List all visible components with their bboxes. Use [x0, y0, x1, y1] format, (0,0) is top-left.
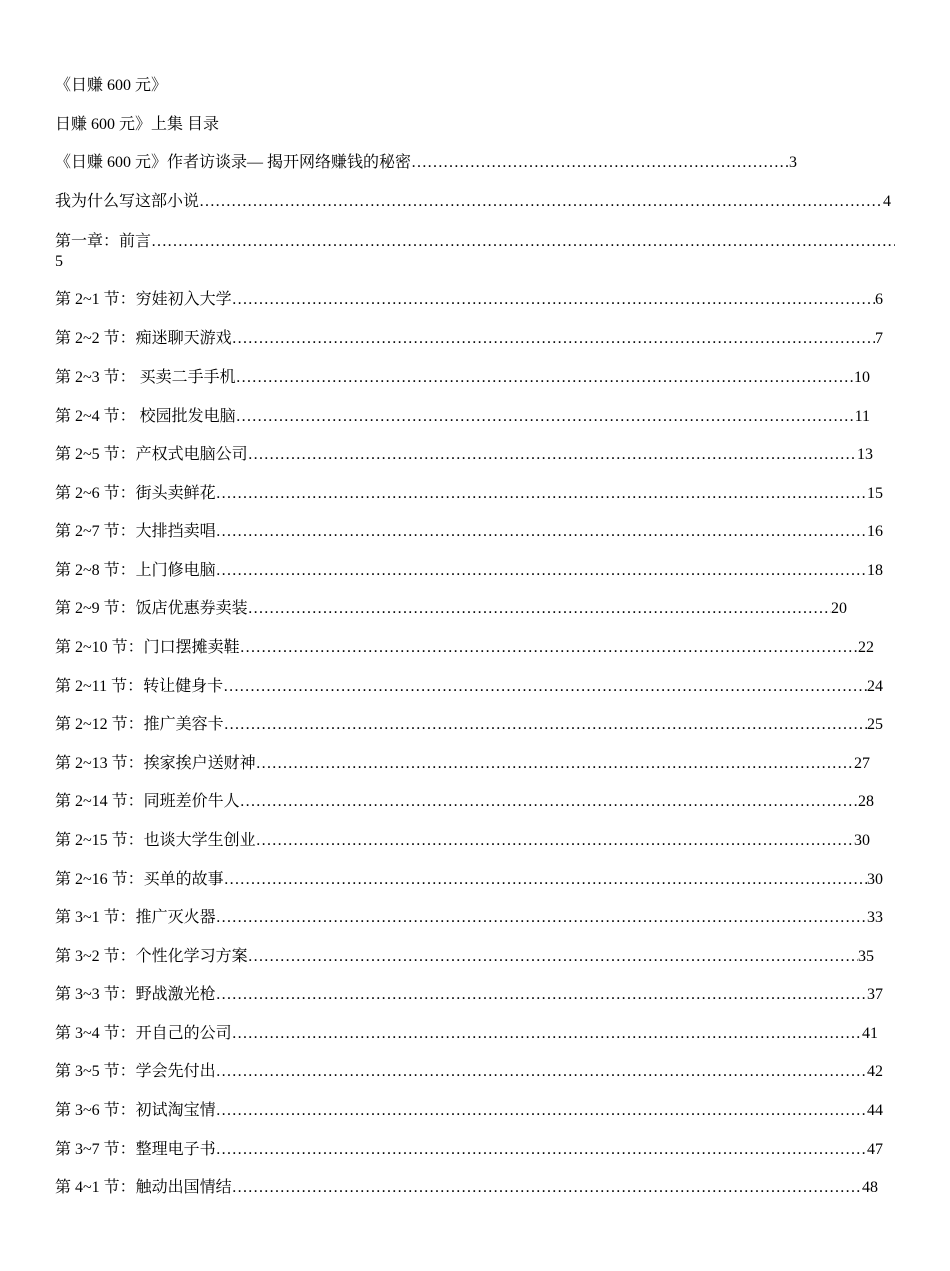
toc-entry-title: 第 2~5 节：产权式电脑公司 [55, 446, 248, 463]
toc-leader [256, 831, 854, 851]
toc-entry[interactable] [55, 715, 883, 735]
toc-entry[interactable] [55, 445, 873, 465]
toc-leader [216, 1062, 867, 1082]
toc-entry-page: 48 [862, 1179, 878, 1196]
toc-entry-page: 7 [875, 330, 883, 347]
toc-entry-title: 第 3~1 节：推广灭火器 [55, 909, 216, 926]
toc-entry[interactable] [55, 599, 847, 619]
toc-leader [216, 561, 867, 581]
toc-leader [232, 1178, 862, 1198]
toc-leader [224, 715, 867, 735]
toc-leader [240, 792, 858, 812]
toc-entry[interactable] [55, 153, 797, 173]
toc-entry-title: 第 3~6 节：初试淘宝情 [55, 1102, 216, 1119]
toc-entry[interactable] [55, 754, 870, 774]
toc-leader [199, 192, 883, 212]
toc-entry-page: 30 [867, 871, 883, 888]
toc-entry-title: 第 2~7 节：大排挡卖唱 [55, 523, 216, 540]
toc-entry-page: 13 [857, 446, 873, 463]
toc-entry-title: 第 2~13 节：挨家挨户送财神 [55, 755, 256, 772]
toc-entry-title: 第 2~4 节： 校园批发电脑 [55, 408, 236, 425]
toc-entry-title: 第 3~2 节：个性化学习方案 [55, 948, 248, 965]
toc-entry-title: 第 2~6 节：街头卖鲜花 [55, 485, 216, 502]
toc-leader [248, 599, 831, 619]
toc-entry[interactable] [55, 1024, 878, 1044]
toc-leader [216, 985, 867, 1005]
toc-entry-page: 15 [867, 485, 883, 502]
toc-leader [223, 677, 867, 697]
toc-leader [236, 407, 855, 427]
toc-leader [151, 232, 895, 252]
toc-entry[interactable] [55, 870, 883, 890]
toc-entry-title: 第 2~1 节：穷娃初入大学 [55, 291, 232, 308]
toc-entry-title: 第 3~3 节：野战激光枪 [55, 986, 216, 1003]
toc-entry-title: 第 2~10 节：门口摆摊卖鞋 [55, 639, 240, 656]
toc-entry-page: 28 [858, 793, 874, 810]
document-title: 《日赚 600 元》 [55, 77, 168, 94]
toc-leader [224, 870, 867, 890]
toc-entry[interactable] [55, 1140, 883, 1160]
toc-entry-page: 11 [854, 408, 870, 425]
toc-entry[interactable] [55, 677, 883, 697]
toc-entry-page: 47 [867, 1141, 883, 1158]
toc-entry-title: 第 3~4 节：开自己的公司 [55, 1025, 232, 1042]
toc-leader [216, 1140, 867, 1160]
toc-entry[interactable] [55, 192, 891, 212]
toc-entry[interactable] [55, 522, 883, 542]
toc-entry-page: 41 [862, 1025, 878, 1042]
toc-entry-page: 10 [854, 369, 870, 386]
toc-leader [216, 908, 867, 928]
toc-entry-title: 第 4~1 节：触动出国情结 [55, 1179, 232, 1196]
toc-entry-title: 第 2~12 节：推广美容卡 [55, 716, 224, 733]
toc-entry-page: 27 [854, 755, 870, 772]
toc-leader [216, 484, 867, 504]
toc-leader [248, 445, 857, 465]
toc-entry-title: 第 2~2 节：痴迷聊天游戏 [55, 330, 232, 347]
toc-heading: 日赚 600 元》上集 目录 [55, 116, 220, 133]
toc-entry[interactable] [55, 407, 870, 427]
toc-leader [232, 1024, 862, 1044]
toc-entry-page: 37 [867, 986, 883, 1003]
toc-leader [240, 638, 858, 658]
toc-entry-page: 20 [831, 600, 847, 617]
toc-leader [236, 368, 854, 388]
toc-entry[interactable] [55, 1178, 878, 1198]
toc-leader [411, 153, 789, 173]
toc-entry-title: 第 2~16 节：买单的故事 [55, 871, 224, 888]
toc-entry-title: 第 3~7 节：整理电子书 [55, 1141, 216, 1158]
toc-entry-page: 18 [867, 562, 883, 579]
toc-leader [216, 1101, 867, 1121]
toc-entry-title: 第一章：前言 [55, 233, 152, 250]
toc-entry-title: 第 3~5 节：学会先付出 [55, 1063, 216, 1080]
toc-entry-page: 4 [883, 193, 891, 210]
toc-leader [256, 754, 854, 774]
toc-entry-page: 3 [789, 154, 797, 171]
toc-entry-page: 33 [867, 909, 883, 926]
toc-entry[interactable] [55, 561, 883, 581]
toc-entry-title: 第 2~14 节：同班差价牛人 [55, 793, 240, 810]
toc-entry-page: 6 [875, 291, 883, 308]
toc-entry[interactable] [55, 908, 883, 928]
toc-entry[interactable] [55, 947, 874, 967]
toc-leader [232, 329, 875, 349]
toc-entry-page: 5 [55, 253, 63, 270]
toc-entry-page: 16 [867, 523, 883, 540]
toc-entry[interactable] [55, 290, 883, 310]
toc-entry-title: 第 2~8 节：上门修电脑 [55, 562, 216, 579]
toc-leader [248, 947, 858, 967]
toc-entry[interactable] [55, 1062, 883, 1082]
toc-entry-page: 35 [858, 948, 874, 965]
toc-entry-title: 我为什么写这部小说 [55, 193, 200, 210]
toc-entry[interactable] [55, 1101, 883, 1121]
toc-entry[interactable] [55, 792, 874, 812]
toc-entry[interactable] [55, 831, 870, 851]
toc-entry[interactable] [55, 484, 883, 504]
toc-entry[interactable] [55, 638, 874, 658]
toc-entry-page: 24 [867, 678, 883, 695]
toc-entry[interactable] [55, 368, 870, 388]
toc-entry[interactable] [55, 329, 883, 349]
toc-entry-title: 第 2~3 节： 买卖二手手机 [55, 369, 236, 386]
toc-entry-page: 44 [867, 1102, 883, 1119]
toc-entry[interactable] [55, 232, 895, 252]
toc-entry-title: 第 2~15 节：也谈大学生创业 [55, 832, 256, 849]
toc-entry-page: 25 [867, 716, 883, 733]
toc-leader [216, 522, 867, 542]
toc-entry-title: 第 2~11 节：转让健身卡 [55, 678, 224, 695]
toc-entry-page: 22 [858, 639, 874, 656]
toc-entry-page: 42 [867, 1063, 883, 1080]
toc-leader [232, 290, 875, 310]
toc-entry-title: 第 2~9 节：饭店优惠券卖装 [55, 600, 248, 617]
toc-entry-page: 30 [854, 832, 870, 849]
toc-entry[interactable] [55, 985, 883, 1005]
toc-entry-title: 《日赚 600 元》作者访谈录— 揭开网络赚钱的秘密 [55, 154, 412, 171]
